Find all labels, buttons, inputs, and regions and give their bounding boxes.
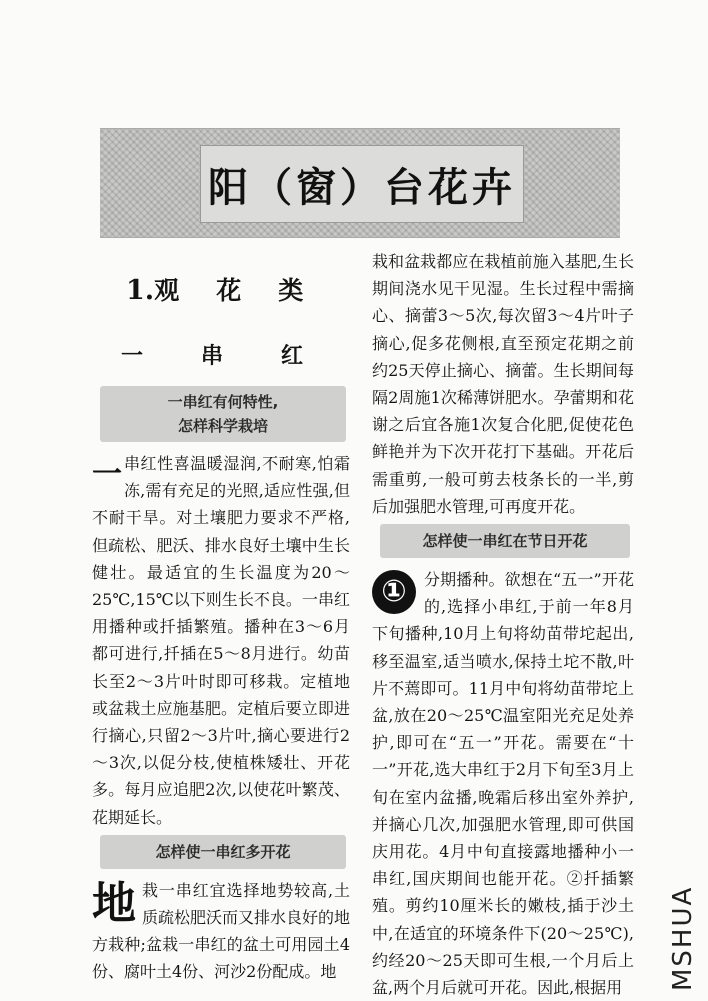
question-box: 怎样使一串红多开花 (100, 835, 346, 869)
answer-paragraph (92, 450, 350, 831)
chapter-title-box (200, 145, 524, 223)
question-box (100, 386, 346, 442)
question-line: 怎样科学栽培 (177, 417, 268, 435)
right-column (372, 248, 634, 1001)
section-title: 观 花 类 (154, 276, 310, 305)
chapter-title: 阳（窗）台花卉 (208, 164, 516, 211)
section-heading (92, 248, 350, 334)
question-line: 一串红有何特性, (167, 393, 279, 411)
question-box: 怎样使一串红在节日开花 (380, 524, 630, 558)
plant-heading: 一 串 红 (120, 344, 321, 369)
left-column (92, 248, 350, 986)
paragraph-text: 分期播种。欲想在“五一”开花的,选择小串红,于前一年8月下旬播种,10月上旬将幼苗带坨起出,移至温室,适当喷水,保持土坨不散,叶片不蔫即可。11月中旬将幼苗带坨上盆,放在20～25℃温室阳光充足处养护,即可在“五一”开花。需要在“十一”开花,选大串红于2月下旬至3月上旬在室内盆播,晚霜后移出室外养护,并摘心几次,加强肥水管理,即可供国庆用花。4月中旬直接露地播种小一串红,国庆期间也能开花。②扦插繁殖。剪约10厘米长的嫩枝,插于沙土中,在适宜的环境条件下(20～25℃),约经20～25天即可生根,一个月后上盆,两个月后就可开花。因此,根据用 (372, 570, 634, 998)
circled-number: ① (372, 570, 416, 614)
chapter-banner (100, 128, 620, 238)
answer-paragraph (92, 877, 350, 986)
section-number: 1. (126, 275, 155, 306)
paragraph-text: 串红性喜温暖湿润,不耐寒,怕霜冻,需有充足的光照,适应性强,但不耐干旱。对土壤肥力要求不严格,但疏松、肥沃、排水良好土壤中生长健壮。最适宜的生长温度为20～25℃,15℃以下则生长不良。一串红用播种或扦插繁殖。播种在3～6月都可进行,扦插在5～8月进行。幼苗长至2～3片叶时即可移栽。定植地或盆栽土应施基肥。定植后要立即进行摘心,只留2～3片叶,摘心要进行2～3次,以促分枝,使植株矮壮、开花多。每月应追肥2次,以使花叶繁茂、花期延长。 (92, 454, 350, 827)
paragraph-text: 栽一串红宜选择地势较高,土质疏松肥沃而又排水良好的地方栽种;盆栽一串红的盆土可用园土4份、腐叶土4份、河沙2份配成。地 (92, 880, 351, 982)
drop-cap: 一 (92, 457, 118, 492)
drop-cap: 地 (92, 877, 136, 929)
paragraph: 栽和盆栽都应在栽植前施入基肥,生长期间浇水见干见湿。生长过程中需摘心、摘蕾3～5次,每次留3～4片叶子摘心,促多花侧根,直至预定花期之前约25天停止摘心、摘蕾。生长期间每隔2周施1次稀薄饼肥水。孕蕾期和花谢之后宜各施1次复合化肥,促使花色鲜艳并为下次开花打下基础。开花后需重剪,一般可剪去枝条长的一半,剪后加强肥水管理,可再度开花。 (372, 252, 634, 516)
watermark: MSHUA (668, 885, 698, 991)
answer-paragraph (372, 566, 634, 1001)
